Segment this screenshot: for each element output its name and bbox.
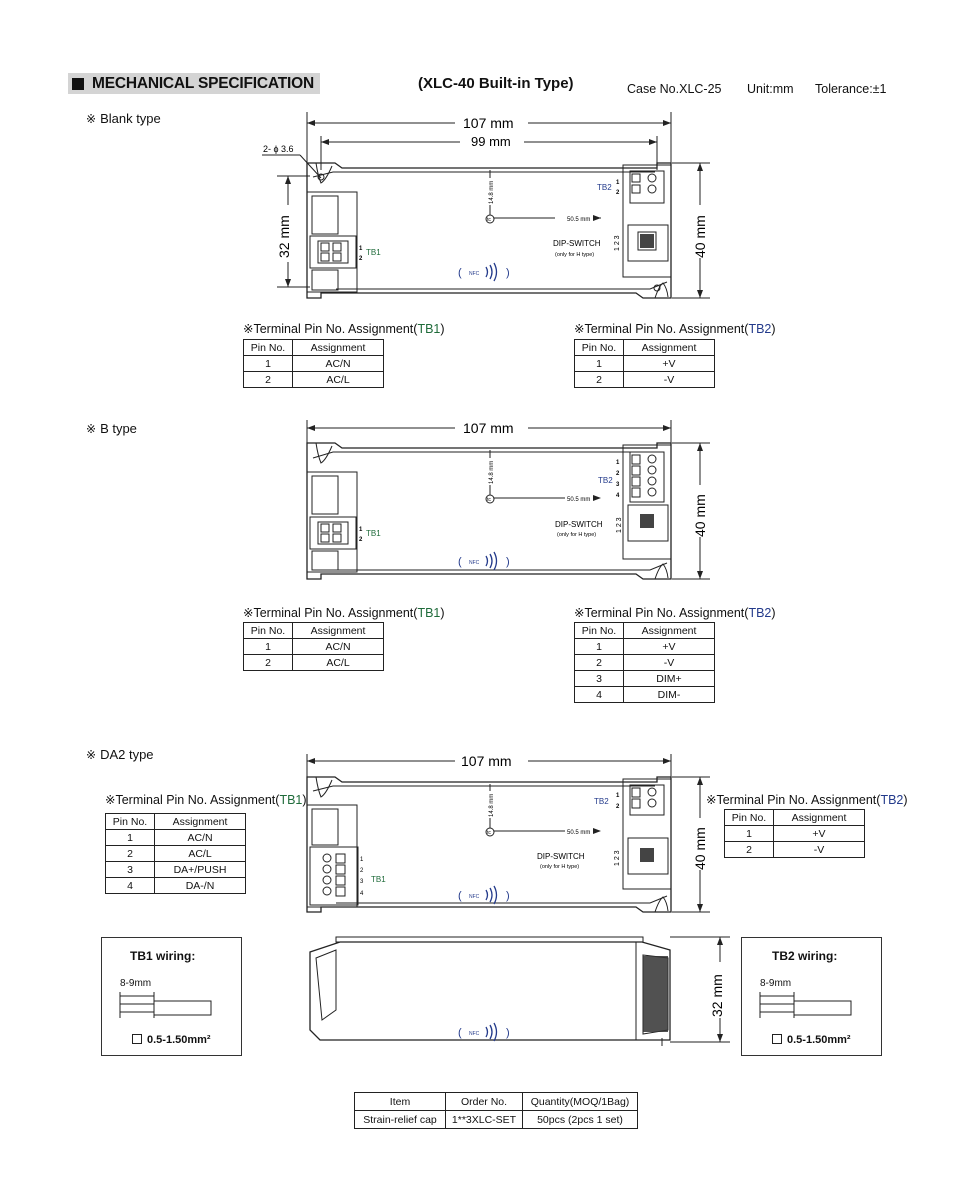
svg-text:DIP-SWITCH: DIP-SWITCH [537,852,585,861]
table-row: 1 +V [575,639,715,655]
tb2-strip-length: 8-9mm [760,978,792,989]
table-row: 2 -V [725,842,865,858]
svg-text:NFC: NFC [469,560,480,566]
side-view-drawing [300,930,735,1050]
svg-text:3: 3 [616,482,620,488]
b-tb1-label: TB1 [366,529,381,538]
table-row: Strain-relief cap 1**3XLC-SET 50pcs (2pcs 1 set) [355,1111,638,1129]
svg-text:4: 4 [360,891,364,897]
dim-99-label: 99 mm [471,134,511,149]
checkbox-icon [772,1034,782,1044]
wire-icon [116,988,216,1028]
svg-text:(: ( [458,556,462,568]
svg-text:1: 1 [616,460,620,466]
svg-text:1: 1 [359,527,363,533]
svg-text:): ) [506,890,510,902]
section-title-text: MECHANICAL SPECIFICATION [92,74,314,92]
da2-dim-40-label: 40 mm [692,827,708,870]
svg-text:4: 4 [616,493,620,499]
blank-tb2-table [574,339,715,388]
svg-text:2: 2 [616,471,620,477]
b-tb2-caption: ※Terminal Pin No. Assignment(TB2) [574,606,776,620]
da2-type-label: ※ DA2 type [86,747,154,762]
table-row: 1 AC/N [244,639,384,655]
b-tb1-caption: ※Terminal Pin No. Assignment(TB1) [243,606,445,620]
table-row: 2 AC/L [244,655,384,671]
blank-type-drawing [250,105,720,310]
tb2-wiring-box [741,937,882,1056]
svg-text:2: 2 [360,868,364,874]
table-header: Pin No. Assignment [575,623,715,639]
table-row: 1 AC/N [106,830,246,846]
b-type-drawing [300,418,720,588]
da2-type-drawing [300,752,720,917]
svg-text:2: 2 [359,256,363,262]
dim-14-8-label: 14.8 mm [489,180,495,204]
table-header: Pin No. Assignment [106,814,246,830]
da2-tb2-label: TB2 [594,797,609,806]
svg-text:tc: tc [487,830,491,836]
da2-dim-107-label: 107 mm [461,753,512,769]
svg-text:(: ( [458,267,462,279]
table-row: 4 DIM- [575,687,715,703]
order-table [354,1092,638,1129]
tb1-label: TB1 [366,248,381,257]
dip-switch-note: (only for H type) [555,252,595,258]
table-header: Pin No. Assignment [575,340,715,356]
tb2-label: TB2 [597,183,612,192]
case-no: Case No.XLC-25 [627,82,722,96]
tb1-strip-length: 8-9mm [120,978,152,989]
svg-text:(only for H type): (only for H type) [540,864,580,870]
tc-mark: tc [487,217,491,223]
tb1-wiring-title: TB1 wiring: [130,949,196,963]
table-row: 2 -V [575,655,715,671]
table-header: Item Order No. Quantity(MOQ/1Bag) [355,1093,638,1111]
svg-text:3: 3 [360,879,364,885]
svg-text:1: 1 [360,857,364,863]
table-header: Pin No. Assignment [725,810,865,826]
da2-tb2-table [724,809,865,858]
tolerance-label: Tolerance:±1 [815,82,887,96]
table-row: 2 AC/L [244,372,384,388]
blank-tb1-table [243,339,384,388]
b-dim-50-5-label: 50.5 mm [567,497,591,503]
svg-text:2: 2 [616,190,620,196]
blank-tb1-caption: ※Terminal Pin No. Assignment(TB1) [243,322,445,336]
model-title: (XLC-40 Built-in Type) [418,75,574,92]
tb1-wiring-box [101,937,242,1056]
tb2-wiring-title: TB2 wiring: [772,949,838,963]
blank-tb2-caption: ※Terminal Pin No. Assignment(TB2) [574,322,776,336]
square-bullet-icon [72,78,84,90]
b-type-label: ※ B type [86,421,137,436]
table-row: 3 DIM+ [575,671,715,687]
svg-text:): ) [506,267,510,279]
reference-mark-icon: ※ [86,112,97,126]
svg-text:(: ( [458,1027,462,1039]
blank-type-label: ※ Blank type [86,111,161,126]
b-dim-107-label: 107 mm [463,420,514,436]
svg-text:50.5 mm: 50.5 mm [567,830,591,836]
tb1-wire-gauge: 0.5-1.50mm² [132,1034,211,1046]
svg-text:1: 1 [616,180,620,186]
table-row: 3 DA+/PUSH [106,862,246,878]
svg-text:NFC: NFC [469,894,480,900]
dim-107-label: 107 mm [463,115,514,131]
svg-text:2: 2 [616,804,620,810]
svg-text:NFC: NFC [469,1031,480,1037]
wire-icon [756,988,856,1028]
table-row: 1 +V [725,826,865,842]
dim-32-label: 32 mm [276,215,292,258]
tb2-wire-gauge: 0.5-1.50mm² [772,1034,851,1046]
table-header: Pin No. Assignment [244,340,384,356]
svg-text:): ) [506,556,510,568]
svg-text:DIP-SWITCH: DIP-SWITCH [555,520,603,529]
checkbox-icon [132,1034,142,1044]
da2-tb1-table [105,813,246,894]
svg-text:14.8 mm: 14.8 mm [489,793,495,817]
b-dim-40-label: 40 mm [692,494,708,537]
table-row: 4 DA-/N [106,878,246,894]
b-tb1-table [243,622,384,671]
b-tb2-table [574,622,715,703]
svg-text:1 2 3: 1 2 3 [614,850,621,866]
hole-spec-label: 2- ϕ 3.6 [263,144,294,154]
svg-text:1 2 3: 1 2 3 [616,517,623,533]
table-row: 1 +V [575,356,715,372]
b-dim-14-8-label: 14.8 mm [489,460,495,484]
table-row: 2 -V [575,372,715,388]
nfc-label: NFC [469,271,480,277]
svg-text:1: 1 [359,246,363,252]
dip-switch-label: DIP-SWITCH [553,239,601,248]
dim-40-label: 40 mm [692,215,708,258]
svg-text:): ) [506,1027,510,1039]
unit-label: Unit:mm [747,82,794,96]
svg-text:(only for H type): (only for H type) [557,532,597,538]
da2-tb1-caption: ※Terminal Pin No. Assignment(TB1) [105,793,307,807]
svg-text:tc: tc [487,497,491,503]
table-row: 1 AC/N [244,356,384,372]
dim-50-5-label: 50.5 mm [567,217,591,223]
dip-numbers: 1 2 3 [614,235,621,251]
section-title [68,73,320,94]
side-dim-32-label: 32 mm [709,974,725,1017]
table-header: Pin No. Assignment [244,623,384,639]
svg-text:1: 1 [616,793,620,799]
da2-tb2-caption: ※Terminal Pin No. Assignment(TB2) [706,793,908,807]
svg-text:(: ( [458,890,462,902]
da2-tb1-label: TB1 [371,875,386,884]
svg-text:2: 2 [359,537,363,543]
table-row: 2 AC/L [106,846,246,862]
b-tb2-label: TB2 [598,476,613,485]
